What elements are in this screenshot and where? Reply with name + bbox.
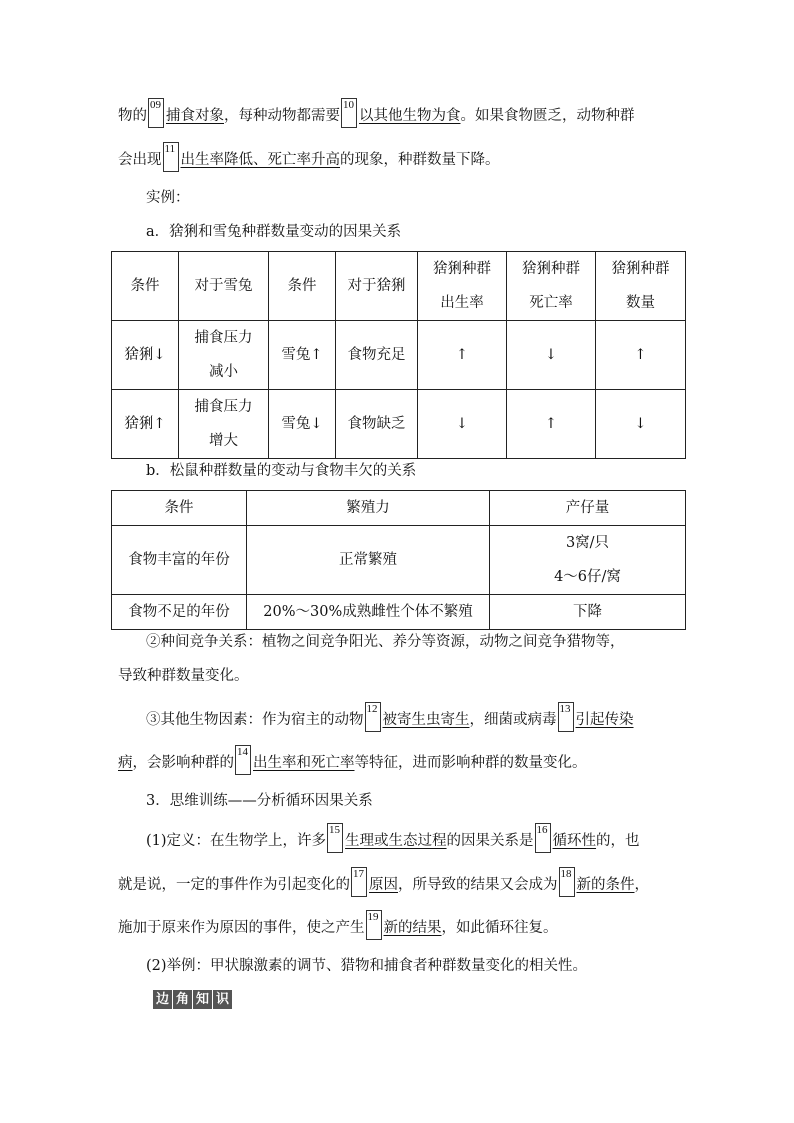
cell: 3窝/只 4～6仔/窝 xyxy=(490,526,686,595)
blank-number-10: 10 xyxy=(341,98,357,128)
answer-text: 生理或生态过程 xyxy=(345,833,447,849)
answer-text: 原因 xyxy=(369,877,398,893)
header-cell: 繁殖力 xyxy=(247,491,490,526)
table2-caption: b．松鼠种群数量的变动与食物丰欠的关系 xyxy=(146,463,417,479)
header-cell: 条件 xyxy=(269,252,336,321)
blank-number-12: 12 xyxy=(365,702,381,732)
answer-text: 循环性 xyxy=(552,833,597,849)
paragraph-food-line-1 xyxy=(118,101,680,131)
paragraph-competition-line-2: 导致种群数量变化。 xyxy=(118,668,249,684)
paragraph-example: (2)举例：甲状腺激素的调节、猎物和捕食者种群数量变化的相关性。 xyxy=(146,958,588,974)
cell: ↓ xyxy=(507,321,596,390)
lynx-hare-table xyxy=(111,251,686,459)
example-label: 实例： xyxy=(146,190,190,206)
answer-text: 捕食对象 xyxy=(166,108,224,124)
cell: 猞猁↑ xyxy=(112,390,179,459)
cell: 食物缺乏 xyxy=(336,390,418,459)
answer-text: 病 xyxy=(118,755,133,771)
table-row xyxy=(112,321,686,390)
table-header-row xyxy=(112,252,686,321)
header-cell: 条件 xyxy=(112,491,247,526)
cell: ↑ xyxy=(596,321,686,390)
cell: ↑ xyxy=(418,321,507,390)
text: ，所导致的结果又会成为 xyxy=(398,877,558,893)
text: ，如此循环往复。 xyxy=(441,920,558,936)
paragraph-other-factors-line-1 xyxy=(146,705,708,735)
answer-text: 出生率降低、死亡率升高 xyxy=(180,152,340,168)
text: 就是说，一定的事件作为引起变化的 xyxy=(118,877,350,893)
paragraph-definition-line-2 xyxy=(118,870,680,900)
header-cell: 对于雪兔 xyxy=(179,252,269,321)
blank-number-15: 15 xyxy=(327,823,343,853)
header-cell: 猞猁种群 数量 xyxy=(596,252,686,321)
answer-text: 新的条件 xyxy=(576,877,635,893)
cell: 猞猁↓ xyxy=(112,321,179,390)
answer-text: 被寄生虫寄生 xyxy=(382,712,470,728)
table1-caption: a．猞猁和雪兔种群数量变动的因果关系 xyxy=(146,224,402,240)
text: ，每种动物都需要 xyxy=(224,108,340,124)
cell: 食物丰富的年份 xyxy=(112,526,247,595)
blank-number-18: 18 xyxy=(559,867,575,897)
cell: 正常繁殖 xyxy=(247,526,490,595)
text: ， xyxy=(634,877,649,893)
blank-number-11: 11 xyxy=(163,142,179,172)
answer-text: 引起传染 xyxy=(575,712,634,728)
blank-number-16: 16 xyxy=(535,823,551,853)
paragraph-other-factors-line-2 xyxy=(118,748,680,778)
paragraph-food-line-2 xyxy=(118,145,680,175)
text: 物的 xyxy=(118,108,147,124)
table-row xyxy=(112,390,686,459)
cell: 下降 xyxy=(490,595,686,630)
paragraph-definition-line-1 xyxy=(146,826,708,856)
cell: 食物充足 xyxy=(336,321,418,390)
text: 。如果食物匮乏，动物种群 xyxy=(460,108,635,124)
table-row xyxy=(112,595,686,630)
cell: 雪兔↓ xyxy=(269,390,336,459)
header-cell: 对于猞猁 xyxy=(336,252,418,321)
blank-number-09: 09 xyxy=(148,98,164,128)
cell: ↓ xyxy=(418,390,507,459)
header-cell: 猞猁种群 死亡率 xyxy=(507,252,596,321)
text: 会出现 xyxy=(118,152,162,168)
text: ，会影响种群的 xyxy=(132,755,234,771)
badge-char: 角 xyxy=(173,990,192,1009)
badge-char: 边 xyxy=(153,990,172,1009)
paragraph-definition-line-3 xyxy=(118,913,680,943)
cell: ↓ xyxy=(596,390,686,459)
header-cell: 条件 xyxy=(112,252,179,321)
answer-text: 新的结果 xyxy=(383,920,442,936)
blank-number-19: 19 xyxy=(366,910,382,940)
text: 施加于原来作为原因的事件，使之产生 xyxy=(118,920,365,936)
answer-text: 以其他生物为食 xyxy=(359,108,461,124)
table-header-row xyxy=(112,491,686,526)
text: 的现象，种群数量下降。 xyxy=(340,152,500,168)
side-knowledge-badge xyxy=(153,990,232,1009)
cell: 20%～30%成熟雌性个体不繁殖 xyxy=(247,595,490,630)
badge-char: 知 xyxy=(193,990,212,1009)
paragraph-competition-line-1: ②种间竞争关系：植物之间竞争阳光、养分等资源，动物之间竞争猎物等， xyxy=(146,634,625,650)
text: ，细菌或病毒 xyxy=(469,712,557,728)
text: ③其他生物因素：作为宿主的动物 xyxy=(146,712,364,728)
text: 等特征，进而影响种群的数量变化。 xyxy=(354,755,587,771)
squirrel-table xyxy=(111,490,686,630)
table-row xyxy=(112,526,686,595)
badge-char: 识 xyxy=(213,990,232,1009)
cell: 捕食压力增大 xyxy=(179,390,269,459)
cell: 捕食压力减小 xyxy=(179,321,269,390)
blank-number-17: 17 xyxy=(351,867,367,897)
text: 的，也 xyxy=(596,833,640,849)
cell: 雪兔↑ xyxy=(269,321,336,390)
blank-number-14: 14 xyxy=(235,745,251,775)
section-3-title: 3．思维训练——分析循环因果关系 xyxy=(146,793,373,809)
text: 的因果关系是 xyxy=(446,833,534,849)
header-cell: 猞猁种群 出生率 xyxy=(418,252,507,321)
blank-number-13: 13 xyxy=(558,702,574,732)
cell: ↑ xyxy=(507,390,596,459)
cell: 食物不足的年份 xyxy=(112,595,247,630)
text: (1)定义：在生物学上，许多 xyxy=(146,833,327,849)
answer-text: 出生率和死亡率 xyxy=(253,755,355,771)
header-cell: 产仔量 xyxy=(490,491,686,526)
